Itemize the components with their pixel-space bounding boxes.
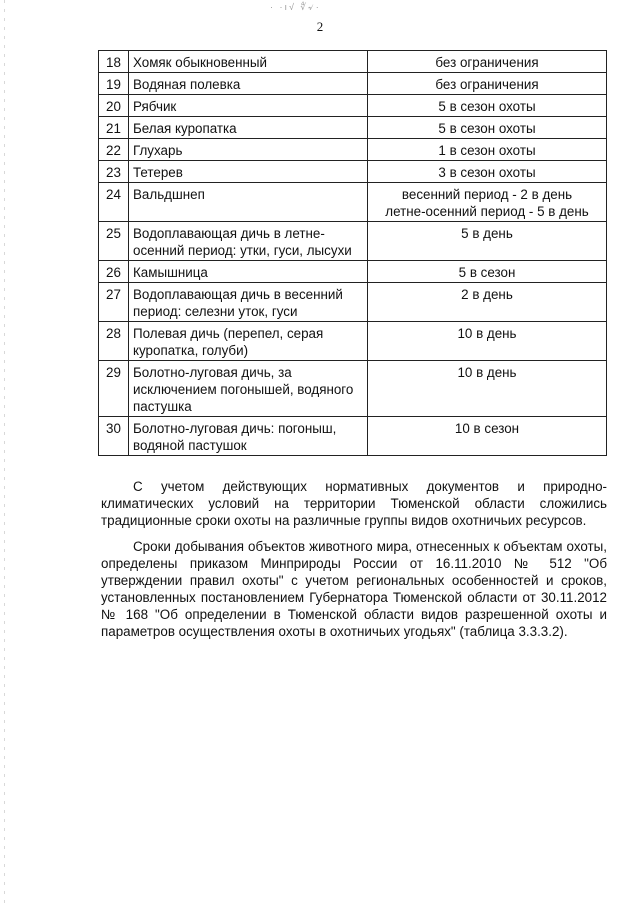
bag-limit-cell <box>368 183 607 222</box>
bag-limit-line: 5 в сезон охоты <box>438 121 536 136</box>
table-row <box>99 139 607 161</box>
bag-limit-cell <box>368 322 607 361</box>
table-row <box>99 95 607 117</box>
table-row <box>99 261 607 283</box>
bag-limit-line: летне-осенний период - 5 в день <box>385 204 589 219</box>
table-row <box>99 183 607 222</box>
species-name-cell: Водоплавающая дичь в весенний период: селезни уток, гуси <box>129 283 368 322</box>
bag-limit-cell <box>368 95 607 117</box>
table-row <box>99 73 607 95</box>
row-number-cell: 27 <box>99 283 129 322</box>
hunting-limits-table <box>98 50 607 456</box>
species-name-cell: Болотно-луговая дичь: погоныш, водяной пастушок <box>129 417 368 456</box>
species-name-cell: Болотно-луговая дичь, за исключением погонышей, водяного пастушка <box>129 361 368 417</box>
species-name-cell: Рябчик <box>129 95 368 117</box>
table-row <box>99 283 607 322</box>
bag-limit-cell <box>368 417 607 456</box>
species-name-cell: Белая куропатка <box>129 117 368 139</box>
table-body <box>99 51 607 456</box>
bag-limit-line: весенний период - 2 в день <box>401 187 573 202</box>
page-number: 2 <box>316 19 324 34</box>
scan-marks: · ·ı√ ∜৵· <box>270 2 321 12</box>
row-number-cell: 18 <box>99 51 129 73</box>
species-name-cell: Камышница <box>129 261 368 283</box>
bag-limit-line: без ограничения <box>435 55 539 70</box>
table-row <box>99 51 607 73</box>
row-number-cell: 24 <box>99 183 129 222</box>
bag-limit-line: 1 в сезон охоты <box>438 143 536 158</box>
bag-limit-cell <box>368 361 607 417</box>
row-number-cell: 25 <box>99 222 129 261</box>
bag-limit-line: 5 в сезон <box>458 265 516 280</box>
bag-limit-line: 5 в сезон охоты <box>438 99 536 114</box>
paragraph-hunting-seasons: С учетом действующих нормативных документов и природно-климатических условий на территории Тюменской области сложились традиционные сроки охоты на различные группы видов охотничьих ресурсов. <box>101 479 607 529</box>
species-name-cell: Глухарь <box>129 139 368 161</box>
species-name-cell: Хомяк обыкновенный <box>129 51 368 73</box>
row-number-cell: 30 <box>99 417 129 456</box>
bag-limit-line: 10 в день <box>457 365 517 380</box>
bag-limit-line: 10 в сезон <box>454 421 520 436</box>
bag-limit-line: 10 в день <box>457 326 517 341</box>
table-row <box>99 322 607 361</box>
bag-limit-cell <box>368 261 607 283</box>
table-row <box>99 117 607 139</box>
bag-limit-cell <box>368 73 607 95</box>
paragraph-hunting-terms: Сроки добывания объектов животного мира, отнесенных к объектам охоты, определены приказом Минприроды России от 16.11.2010 № 512 "Об утверждении правил охоты" с учетом региональных особенностей и сроков, установленных постановлением Губернатора Тюменской области от 30.11.2012 № 168 "Об определении в Тюменской области видов разрешенной охоты и параметров осуществления охоты в охотничьих угодьях" (таблица 3.3.3.2). <box>101 539 607 640</box>
species-name-cell: Полевая дичь (перепел, серая куропатка, голуби) <box>129 322 368 361</box>
table-row <box>99 417 607 456</box>
bag-limit-line: без ограничения <box>435 77 539 92</box>
species-name-cell: Вальдшнеп <box>129 183 368 222</box>
row-number-cell: 22 <box>99 139 129 161</box>
row-number-cell: 28 <box>99 322 129 361</box>
bag-limit-line: 3 в сезон охоты <box>438 165 536 180</box>
row-number-cell: 21 <box>99 117 129 139</box>
table-row <box>99 222 607 261</box>
bag-limit-line: 5 в день <box>461 226 513 241</box>
scan-edge-artifact <box>4 0 5 905</box>
bag-limit-cell <box>368 51 607 73</box>
species-name-cell: Водоплавающая дичь в летне-осенний период: утки, гуси, лысухи <box>129 222 368 261</box>
bag-limit-cell <box>368 117 607 139</box>
row-number-cell: 29 <box>99 361 129 417</box>
row-number-cell: 19 <box>99 73 129 95</box>
species-name-cell: Тетерев <box>129 161 368 183</box>
bag-limit-cell <box>368 283 607 322</box>
species-name-cell: Водяная полевка <box>129 73 368 95</box>
bag-limit-cell <box>368 222 607 261</box>
row-number-cell: 26 <box>99 261 129 283</box>
bag-limit-cell <box>368 161 607 183</box>
bag-limit-cell <box>368 139 607 161</box>
bag-limit-line: 2 в день <box>461 287 513 302</box>
table-row <box>99 161 607 183</box>
row-number-cell: 20 <box>99 95 129 117</box>
table-row <box>99 361 607 417</box>
row-number-cell: 23 <box>99 161 129 183</box>
